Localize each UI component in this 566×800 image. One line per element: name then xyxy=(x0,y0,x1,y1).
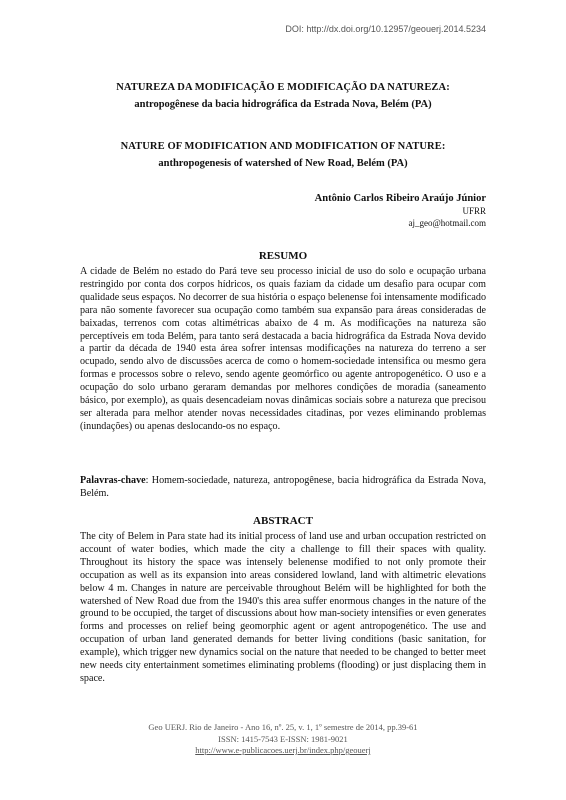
abstract-section xyxy=(80,515,486,686)
author-affiliation: UFRR xyxy=(462,206,486,216)
footer-journal-info: Geo UERJ. Rio de Janeiro - Ano 16, nº. 25, v. 1, 1º semestre de 2014, pp.39-61 xyxy=(148,722,418,732)
keywords-text: : Homem-sociedade, natureza, antropogênese, bacia hidrográfica da Estrada Nova, Belém. xyxy=(80,475,486,499)
footer-journal-link[interactable]: http://www.e-publicacoes.uerj.br/index.php/geouerj xyxy=(195,745,371,755)
title-en-subtitle: anthropogenesis of watershed of New Road, Belém (PA) xyxy=(158,158,408,169)
title-pt-main: NATUREZA DA MODIFICAÇÃO E MODIFICAÇÃO DA NATUREZA: xyxy=(116,82,450,93)
keywords-label: Palavras-chave xyxy=(80,475,146,486)
resumo-heading: RESUMO xyxy=(258,250,308,262)
abstract-heading: ABSTRACT xyxy=(253,515,313,527)
title-en-main: NATURE OF MODIFICATION AND MODIFICATION OF NATURE: xyxy=(120,141,446,152)
title-english xyxy=(80,141,486,169)
keywords-section xyxy=(80,475,486,501)
resumo-text: A cidade de Belém no estado do Pará teve seu processo inicial de uso do solo e ocupação urbana restringido por conta dos corpos hídricos, os quais faziam da cidade um desafio para ocupar com qualidade seus espaços. No decorrer de sua história o espaço belenense foi intensamente modificado para não somente favorecer sua ocupação como também sua expansão para áreas consideradas de baixadas, terrenos com cotas altimétricas abaixo de 4 m. As modificações na natureza são perceptíveis em toda Belém, para tanto será destacada a bacia hidrográfica da Estrada Nova devido a partir da década de 1940 esta área sofrer intensas modificações na natureza do terreno a ser ocupado, sendo alvo de discussões acerca de como o homem-sociedade intensifica ou mesmo gera formas e processos sobre o relevo, sendo agente geomórfico ou agente antropogenético. O uso e a ocupação do solo urbano geraram demandas por melhores condições de moradia (saneamento básico, por exemplo), as quais desencadeiam novas dinâmicas sociais sobre a natureza que precisou ser alterada para melhor atender novas necessidades citadinas, por vezes eliminando problemas (inundações) ou apenas deslocando-os no espaço. xyxy=(80,266,486,432)
abstract-text: The city of Belem in Para state had its initial process of land use and urban occupation restricted on account of water bodies, which made the city a challenge to fill their spaces with quality. Throughout its history the space was intensely belenense modified to not only promote their occupation as well as its expansion into areas considered lowland, land with altimetric elevations below 4 m. Changes in nature are perceivable throughout Belém will be highlighted for both the watershed of New Road due from the 1940's this area suffer enormous changes in the nature of the ground to be occupied, the target of discussions about how man-society intensifies or even generates forms and processes on relief being geomorphic agent or agent antropogenético. The use and occupation of urban land generated demands for better living conditions (basic sanitation, for example), which trigger new dynamics social on the nature that needed to be changed to better meet new needs city entertainment sometimes eliminating problems (flooding) or just displacing them in space. xyxy=(80,531,486,684)
footer-issn: ISSN: 1415-7543 E-ISSN: 1981-9021 xyxy=(218,733,348,744)
doi-link[interactable]: DOI: http://dx.doi.org/10.12957/geouerj.2014.5234 xyxy=(285,24,486,34)
resumo-section xyxy=(80,250,486,434)
page-footer xyxy=(80,722,486,757)
title-portuguese xyxy=(80,82,486,110)
author-email[interactable]: aj_geo@hotmail.com xyxy=(408,218,486,228)
author-block xyxy=(315,193,486,228)
author-name: Antônio Carlos Ribeiro Araújo Júnior xyxy=(314,193,486,204)
title-pt-subtitle: antropogênese da bacia hidrográfica da Estrada Nova, Belém (PA) xyxy=(134,99,432,110)
